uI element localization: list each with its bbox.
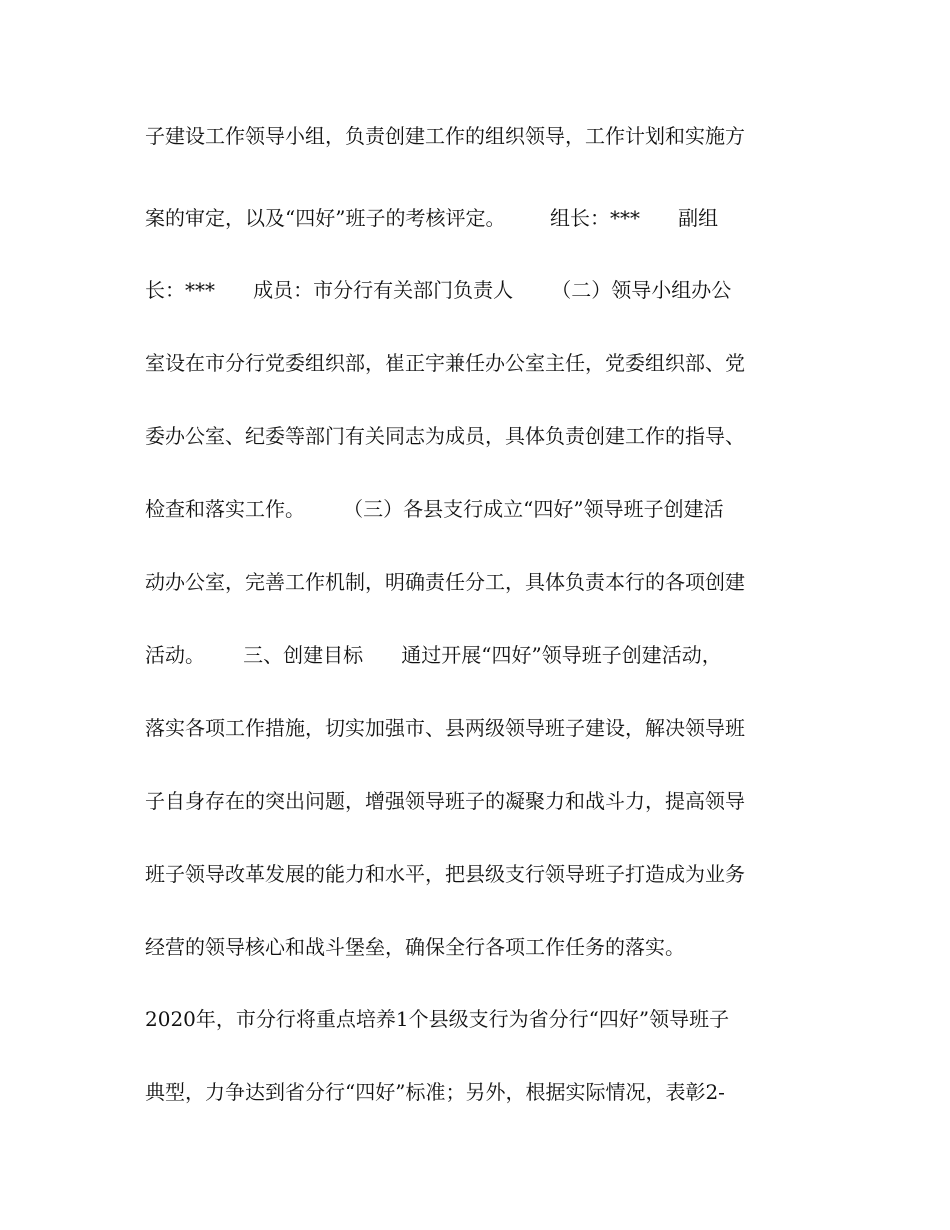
text-line-8: 活动。 三、创建目标 通过开展“四好”领导班子创建活动， bbox=[145, 643, 722, 667]
text-line-9: 落实各项工作措施，切实加强市、县两级领导班子建设，解决领导班 bbox=[145, 716, 745, 740]
text-line-6: 检查和落实工作。 （三）各县支行成立“四好”领导班子创建活 bbox=[145, 497, 724, 521]
text-line-12: 经营的领导核心和战斗堡垒，确保全行各项工作任务的落实。 bbox=[145, 935, 685, 959]
text-line-10: 子自身存在的突出问题，增强领导班子的凝聚力和战斗力，提高领导 bbox=[145, 789, 745, 813]
text-line-2: 案的审定，以及“四好”班子的考核评定。 组长：*** 副组 bbox=[145, 206, 719, 230]
text-line-3: 长：*** 成员：市分行有关部门负责人 （二）领导小组办公 bbox=[145, 278, 732, 302]
text-line-7: 动办公室，完善工作机制，明确责任分工，具体负责本行的各项创建 bbox=[145, 570, 745, 594]
text-line-1: 子建设工作领导小组，负责创建工作的组织领导，工作计划和实施方 bbox=[145, 124, 745, 148]
text-line-11: 班子领导改革发展的能力和水平，把县级支行领导班子打造成为业务 bbox=[145, 862, 745, 886]
text-line-4: 室设在市分行党委组织部，崔正宇兼任办公室主任，党委组织部、党 bbox=[145, 351, 745, 375]
text-line-14: 典型，力争达到省分行“四好”标准；另外，根据实际情况，表彰2- bbox=[145, 1080, 725, 1104]
text-line-13: 2020年，市分行将重点培养1个县级支行为省分行“四好”领导班子 bbox=[145, 1007, 730, 1031]
text-line-5: 委办公室、纪委等部门有关同志为成员，具体负责创建工作的指导、 bbox=[145, 424, 745, 448]
